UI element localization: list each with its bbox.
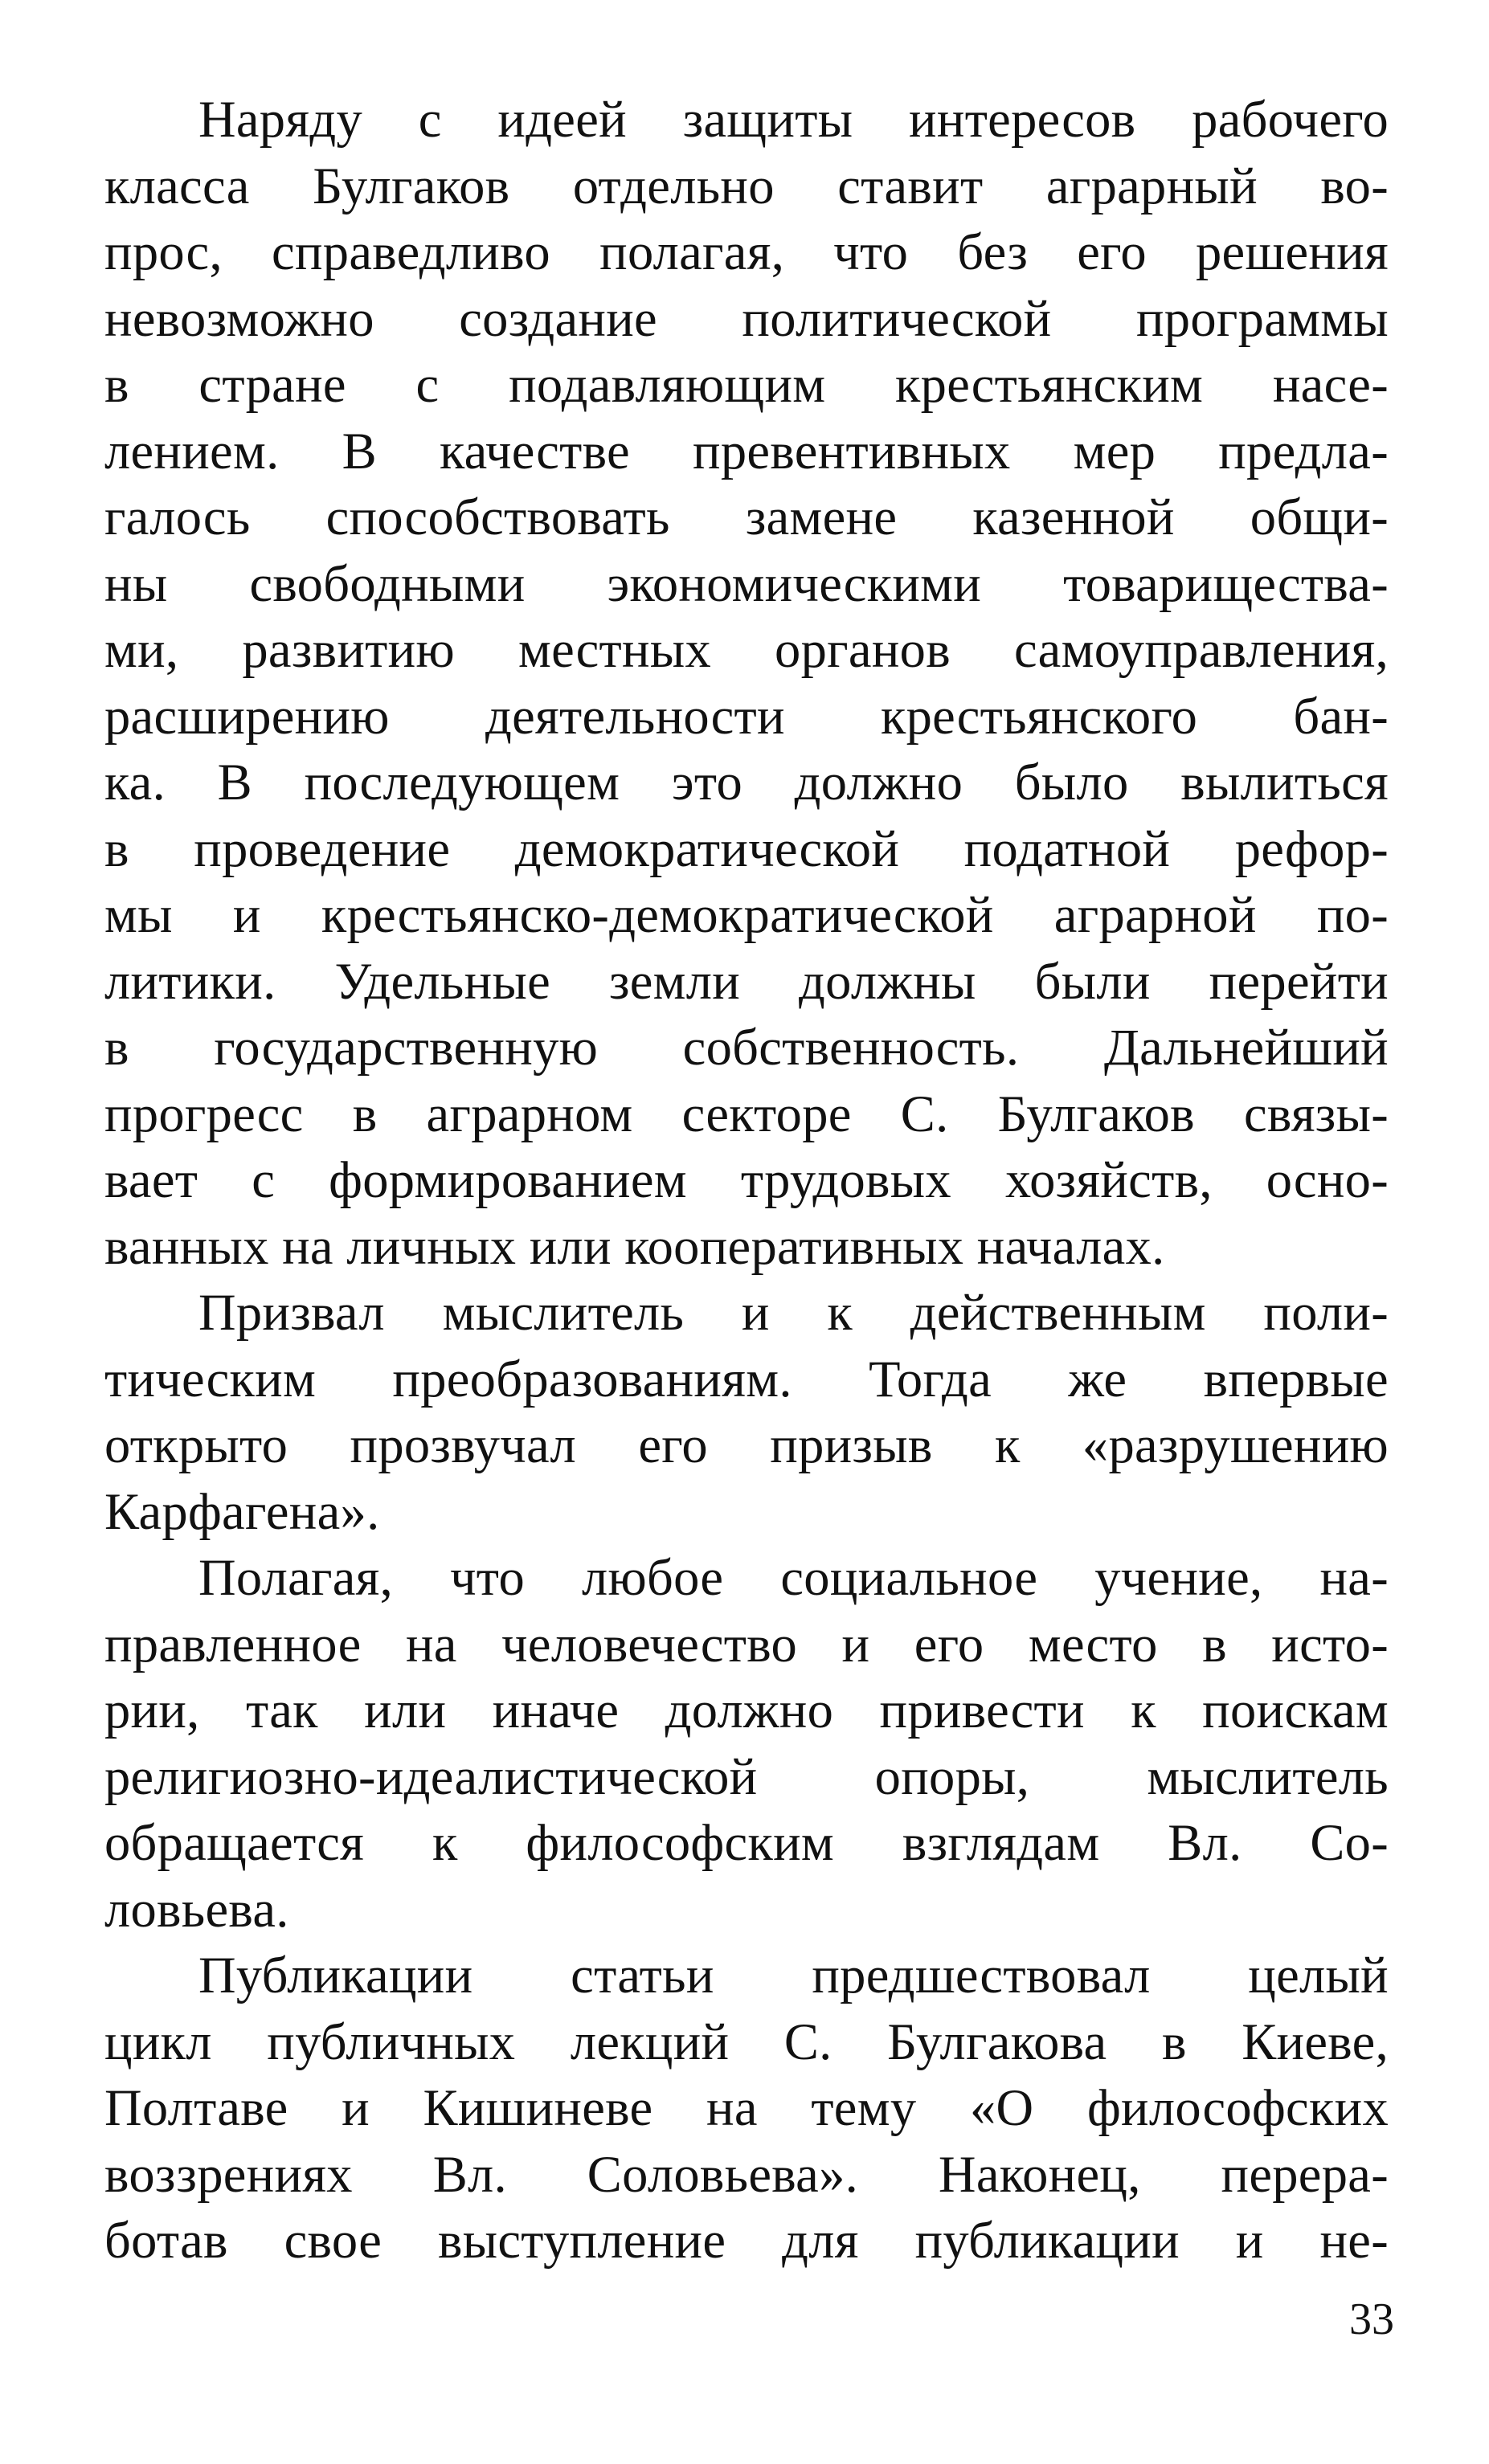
text-line: в проведение демократической податной рефор-: [104, 819, 1389, 877]
text-line: класса Булгаков отдельно ставит аграрный во-: [104, 157, 1389, 215]
text-line: мы и крестьянско-демократической аграрной по-: [104, 886, 1389, 943]
paragraph-4: [104, 1943, 1389, 2274]
text-line: Наряду с идеей защиты интересов рабочего: [198, 91, 1389, 148]
text-line: воззрениях Вл. Соловьева». Наконец, перера-: [104, 2145, 1389, 2203]
text-line: лением. В качестве превентивных мер предла-: [104, 422, 1389, 480]
text-line: Карфагена».: [104, 1482, 380, 1540]
text-line: цикл публичных лекций С. Булгакова в Киеве,: [104, 2012, 1389, 2070]
text-line: прогресс в аграрном секторе С. Булгаков связы-: [104, 1085, 1389, 1142]
text-line: ванных на личных или кооперативных началах.: [104, 1217, 1165, 1275]
page-body: [104, 87, 1389, 2274]
text-line: прос, справедливо полагая, что без его решения: [104, 223, 1389, 280]
text-line: тическим преобразованиям. Тогда же впервые: [104, 1350, 1389, 1408]
text-line: обращается к философским взглядам Вл. Со-: [104, 1814, 1389, 1871]
paragraph-1: [104, 87, 1389, 1280]
page-number: 33: [1349, 2294, 1394, 2344]
text-line: открыто прозвучал его призыв к «разрушению: [104, 1416, 1389, 1473]
text-line: Призвал мыслитель и к действенным поли-: [198, 1284, 1389, 1341]
text-line: ботав свое выступление для публикации и не-: [104, 2212, 1389, 2269]
paragraph-3: [104, 1545, 1389, 1943]
text-line: религиозно-идеалистической опоры, мыслитель: [104, 1747, 1389, 1805]
text-line: Публикации статьи предшествовал целый: [198, 1947, 1389, 2004]
text-line: ловьева.: [104, 1880, 289, 1938]
text-line: Полтаве и Кишиневе на тему «О философских: [104, 2079, 1389, 2136]
text-line: галось способствовать замене казенной общи-: [104, 488, 1389, 546]
text-line: невозможно создание политической программы: [104, 289, 1389, 347]
paragraph-2: [104, 1280, 1389, 1545]
text-line: расширению деятельности крестьянского бан-: [104, 687, 1389, 745]
text-line: ны свободными экономическими товарищества-: [104, 554, 1389, 612]
text-line: ми, развитию местных органов самоуправления,: [104, 621, 1389, 678]
text-line: вает с формированием трудовых хозяйств, осно-: [104, 1151, 1389, 1208]
text-line: правленное на человечество и его место в исто-: [104, 1615, 1389, 1673]
text-line: рии, так или иначе должно привести к поискам: [104, 1681, 1389, 1739]
text-line: ка. В последующем это должно было вылиться: [104, 754, 1389, 811]
text-line: в стране с подавляющим крестьянским насе-: [104, 356, 1389, 413]
text-line: в государственную собственность. Дальнейший: [104, 1019, 1389, 1076]
text-line: литики. Удельные земли должны были перейти: [104, 952, 1389, 1010]
text-line: Полагая, что любое социальное учение, на-: [198, 1549, 1389, 1606]
